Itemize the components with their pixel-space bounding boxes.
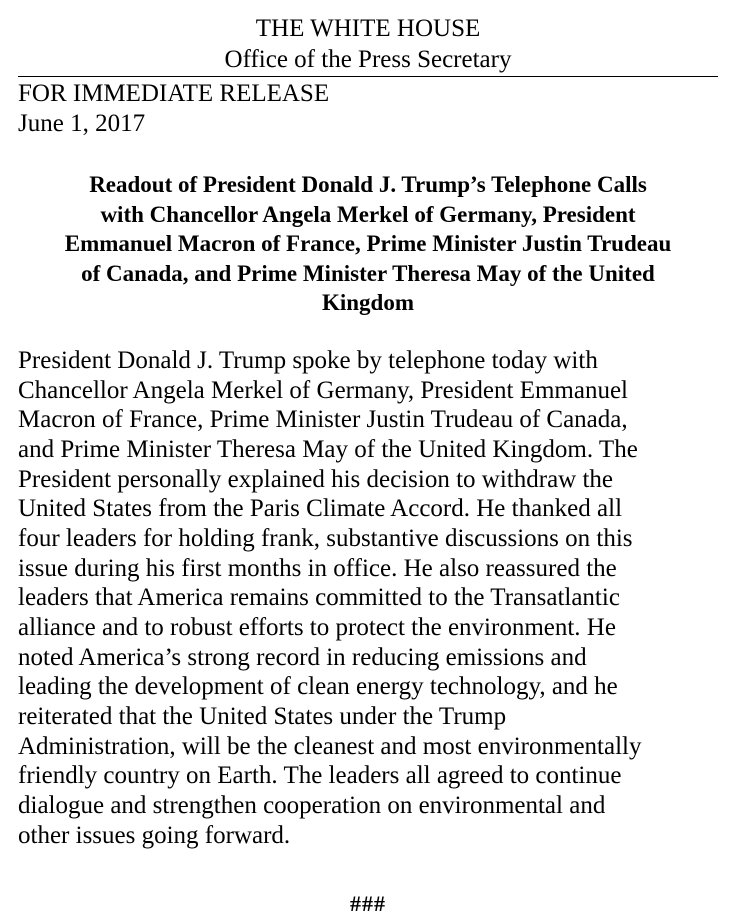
body-line: Administration, will be the cleanest and most environmentally xyxy=(18,732,642,760)
body-line: alliance and to robust efforts to protect the environment. He xyxy=(18,613,616,641)
body-line: leaders that America remains committed to the Transatlantic xyxy=(18,584,620,612)
title-line: Emmanuel Macron of France, Prime Minister Justin Trudeau xyxy=(64,231,672,257)
body-line: President Donald J. Trump spoke by telephone today with xyxy=(18,347,598,374)
body-line: dialogue and strengthen cooperation on environmental and xyxy=(18,791,606,819)
header-divider xyxy=(18,76,718,77)
document-title xyxy=(18,170,718,318)
title-line: with Chancellor Angela Merkel of Germany, President xyxy=(100,201,636,227)
title-line: Kingdom xyxy=(321,290,415,316)
body-line: reiterated that the United States under the Trump xyxy=(18,702,507,730)
release-label: FOR IMMEDIATE RELEASE xyxy=(18,80,330,107)
end-of-release-mark: ### xyxy=(350,891,386,916)
body-line: friendly country on Earth. The leaders all agreed to continue xyxy=(18,762,622,790)
body-line: Chancellor Angela Merkel of Germany, President Emmanuel xyxy=(18,376,628,404)
body-line: and Prime Minister Theresa May of the United Kingdom. The xyxy=(18,435,638,463)
body-line: President personally explained his decision to withdraw the xyxy=(18,465,614,493)
organization-heading: THE WHITE HOUSE xyxy=(255,15,481,42)
body-line: four leaders for holding frank, substantive discussions on this xyxy=(18,524,633,552)
title-line: Readout of President Donald J. Trump’s Telephone Calls xyxy=(89,172,647,197)
body-line: United States from the Paris Climate Accord. He thanked all xyxy=(18,495,623,523)
body-line: leading the development of clean energy technology, and he xyxy=(18,673,618,701)
body-line: other issues going forward. xyxy=(18,821,291,849)
body-paragraph xyxy=(18,346,730,850)
body-line: noted America’s strong record in reducing emissions and xyxy=(18,643,587,671)
release-date: June 1, 2017 xyxy=(18,110,146,137)
body-line: issue during his first months in office. He also reassured the xyxy=(18,554,617,582)
body-line: Macron of France, Prime Minister Justin Trudeau of Canada, xyxy=(18,406,628,434)
office-heading: Office of the Press Secretary xyxy=(224,46,512,73)
title-line: of Canada, and Prime Minister Theresa May of the United xyxy=(81,260,655,286)
